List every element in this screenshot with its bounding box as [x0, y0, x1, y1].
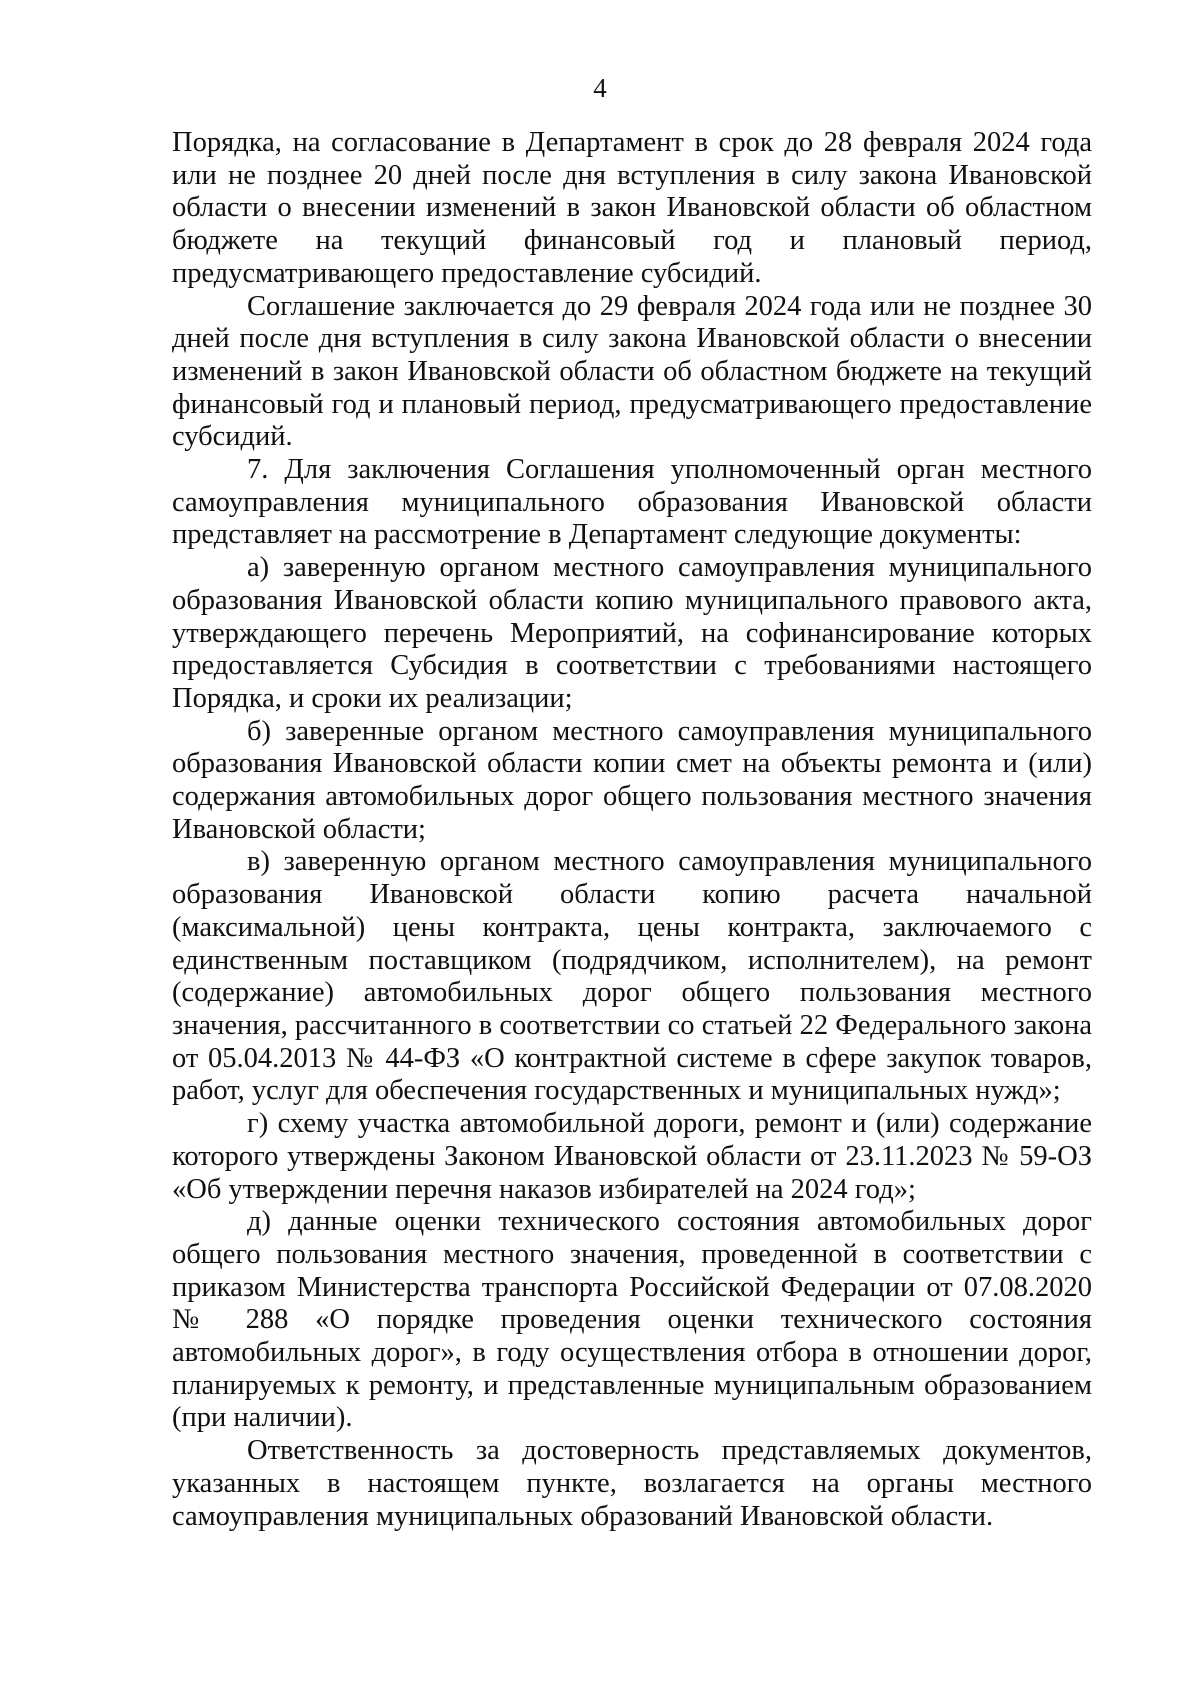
- paragraph-item-7: 7. Для заключения Соглашения уполномоченный орган местного самоуправления муниципального образования Ивановской области представляет на рассмотрение в Департамент следующие документы:: [172, 454, 1092, 551]
- paragraph-subitem-g: г) схему участка автомобильной дороги, ремонт и (или) содержание которого утверждены Законом Ивановской области от 23.11.2023 № 59-ОЗ «Об утверждении перечня наказов избирателей на 2024 год»;: [172, 1108, 1092, 1205]
- page-number: 4: [593, 73, 607, 103]
- paragraph-subitem-a: а) заверенную органом местного самоуправления муниципального образования Ивановской области копию муниципального правового акта, утверждающего перечень Мероприятий, на софинансирование которых предоставляется Субсидия в соответствии с требованиями настоящего Порядка, и сроки их реализации;: [172, 552, 1092, 714]
- paragraph-agreement-deadline: Соглашение заключается до 29 февраля 2024 года или не позднее 30 дней после дня вступления в силу закона Ивановской области о внесении изменений в закон Ивановской области об областном бюджете на текущий финансовый год и плановый период, предусматривающего предоставление субсидий.: [172, 290, 1092, 453]
- paragraph-subitem-d: д) данные оценки технического состояния автомобильных дорог общего пользования местного значения, проведенной в соответствии с приказом Министерства транспорта Российской Федерации от 07.08.2020 № 288 «О порядке проведения оценки технического состояния автомобильных дорог», в году осуществления отбора в отношении дорог, планируемых к ремонту, и представленные муниципальным образованием (при наличии).: [172, 1206, 1092, 1434]
- paragraph-subitem-b: б) заверенные органом местного самоуправления муниципального образования Ивановской области копии смет на объекты ремонта и (или) содержания автомобильных дорог общего пользования местного значения Ивановской области;: [172, 715, 1092, 845]
- paragraph-subitem-v: в) заверенную органом местного самоуправления муниципального образования Ивановской области копию расчета начальной (максимальной) цены контракта, цены контракта, заключаемого с единственным поставщиком (подрядчиком, исполнителем), на ремонт (содержание) автомобильных дорог общего пользования местного значения, рассчитанного в соответствии со статьей 22 Федерального закона от 05.04.2013 № 44-ФЗ «О контрактной системе в сфере закупок товаров, работ, услуг для обеспечения государственных и муниципальных нужд»;: [172, 846, 1092, 1107]
- paragraph-responsibility: Ответственность за достоверность представляемых документов, указанных в настоящем пункте, возлагается на органы местного самоуправления муниципальных образований Ивановской области.: [172, 1435, 1092, 1532]
- document-body: [172, 127, 1092, 1533]
- paragraph-continuation: Порядка, на согласование в Департамент в срок до 28 февраля 2024 года или не позднее 20 дней после дня вступления в силу закона Ивановской области о внесении изменений в закон Ивановской области об областном бюджете на текущий финансовый год и плановый период, предусматривающего предоставление субсидий.: [172, 127, 1092, 289]
